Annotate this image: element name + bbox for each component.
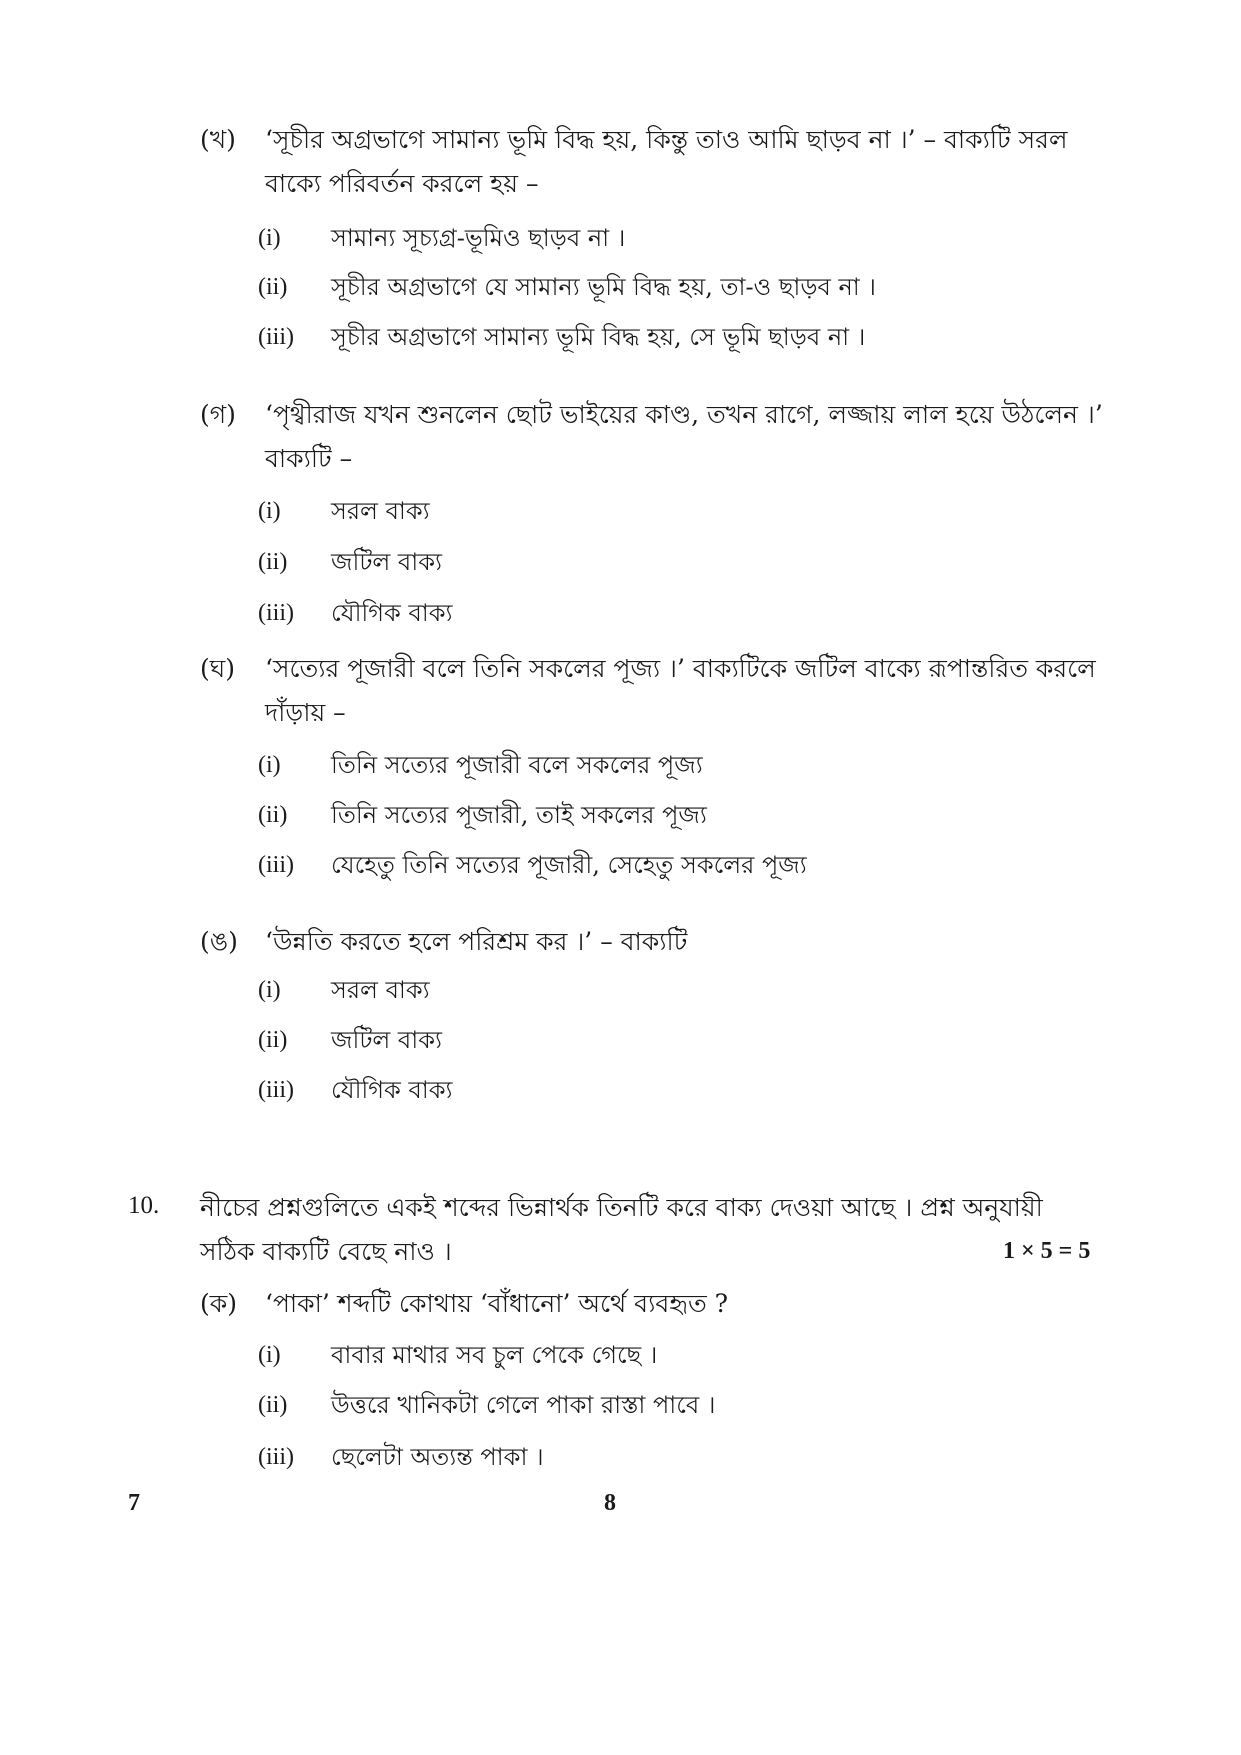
option-text: জটিল বাক্য <box>331 548 442 576</box>
marks-allocation: 1 × 5 = 5 <box>1003 1238 1091 1264</box>
option-text: সামান্য সূচ্যগ্র-ভূমিও ছাড়ব না । <box>331 224 626 252</box>
question-label: (খ) <box>200 125 236 154</box>
option-number: (i) <box>258 752 281 778</box>
option-text: যৌগিক বাক্য <box>331 1076 453 1104</box>
question-stem: ‘উন্নতি করতে হলে পরিশ্রম কর ।’ – বাক্যটি <box>265 927 688 956</box>
option-text: সূচীর অগ্রভাগে সামান্য ভূমি বিদ্ধ হয়, সে ভূমি ছাড়ব না । <box>331 323 866 351</box>
option-text: সরল বাক্য <box>331 976 430 1004</box>
option-number: (ii) <box>258 1392 288 1418</box>
option-number: (i) <box>258 977 281 1003</box>
option-number: (ii) <box>258 1027 288 1053</box>
option-text: জটিল বাক্য <box>331 1026 442 1054</box>
option-text: বাবার মাথার সব চুল পেকে গেছে । <box>331 1341 658 1369</box>
option-text: তিনি সত্যের পূজারী বলে সকলের পূজ্য <box>331 751 703 779</box>
question-stem: ‘পাকা’ শব্দটি কোথায় ‘বাঁধানো’ অর্থে ব্যবহৃত ? <box>265 1289 729 1318</box>
option-number: (iii) <box>258 852 294 878</box>
question-stem: ‘পৃথ্বীরাজ যখন শুনলেন ছোট ভাইয়ের কাণ্ড, তখন রাগে, লজ্জায় লাল হয়ে উঠলেন ।’ বাক্যটি – <box>265 400 1103 473</box>
page-code: 7 <box>128 1490 140 1516</box>
option-text: তিনি সত্যের পূজারী, তাই সকলের পূজ্য <box>331 801 707 829</box>
question-label: (ঘ) <box>200 654 235 683</box>
option-text: যৌগিক বাক্য <box>331 599 453 627</box>
question-label: (গ) <box>200 400 236 429</box>
option-text: ছেলেটা অত্যন্ত পাকা । <box>331 1443 544 1471</box>
option-number: (ii) <box>258 802 288 828</box>
option-text: উত্তরে খানিকটা গেলে পাকা রাস্তা পাবে । <box>331 1391 716 1419</box>
option-number: (ii) <box>258 274 288 300</box>
question-stem: ‘সত্যের পূজারী বলে তিনি সকলের পূজ্য ।’ বাক্যটিকে জটিল বাক্যে রূপান্তরিত করলে দাঁড়ায় – <box>265 654 1096 727</box>
question-label: (ঙ) <box>200 927 238 956</box>
option-number: (iii) <box>258 1077 294 1103</box>
option-text: যেহেতু তিনি সত্যের পূজারী, সেহেতু সকলের পূজ্য <box>331 851 807 879</box>
option-number: (iii) <box>258 324 294 350</box>
option-number: (ii) <box>258 549 288 575</box>
question-stem: ‘সূচীর অগ্রভাগে সামান্য ভূমি বিদ্ধ হয়, কিন্তু তাও আমি ছাড়ব না ।’ – বাক্যটি সরল বাক্যে পরিবর্তন করলে হয় – <box>265 125 1068 198</box>
option-number: (i) <box>258 1342 281 1368</box>
question-number: 10. <box>128 1192 160 1219</box>
option-text: সূচীর অগ্রভাগে যে সামান্য ভূমি বিদ্ধ হয়, তা-ও ছাড়ব না । <box>331 273 876 301</box>
page-number: 8 <box>604 1490 616 1516</box>
option-number: (iii) <box>258 1444 294 1470</box>
question-label: (ক) <box>200 1289 237 1318</box>
option-number: (iii) <box>258 600 294 626</box>
question-stem: নীচের প্রশ্নগুলিতে একই শব্দের ভিন্নার্থক তিনটি করে বাক্য দেওয়া আছে । প্রশ্ন অনুযায়ী সঠিক বাক্যটি বেছে নাও । <box>200 1193 1043 1266</box>
option-number: (i) <box>258 225 281 251</box>
option-text: সরল বাক্য <box>331 497 430 525</box>
option-number: (i) <box>258 498 281 524</box>
